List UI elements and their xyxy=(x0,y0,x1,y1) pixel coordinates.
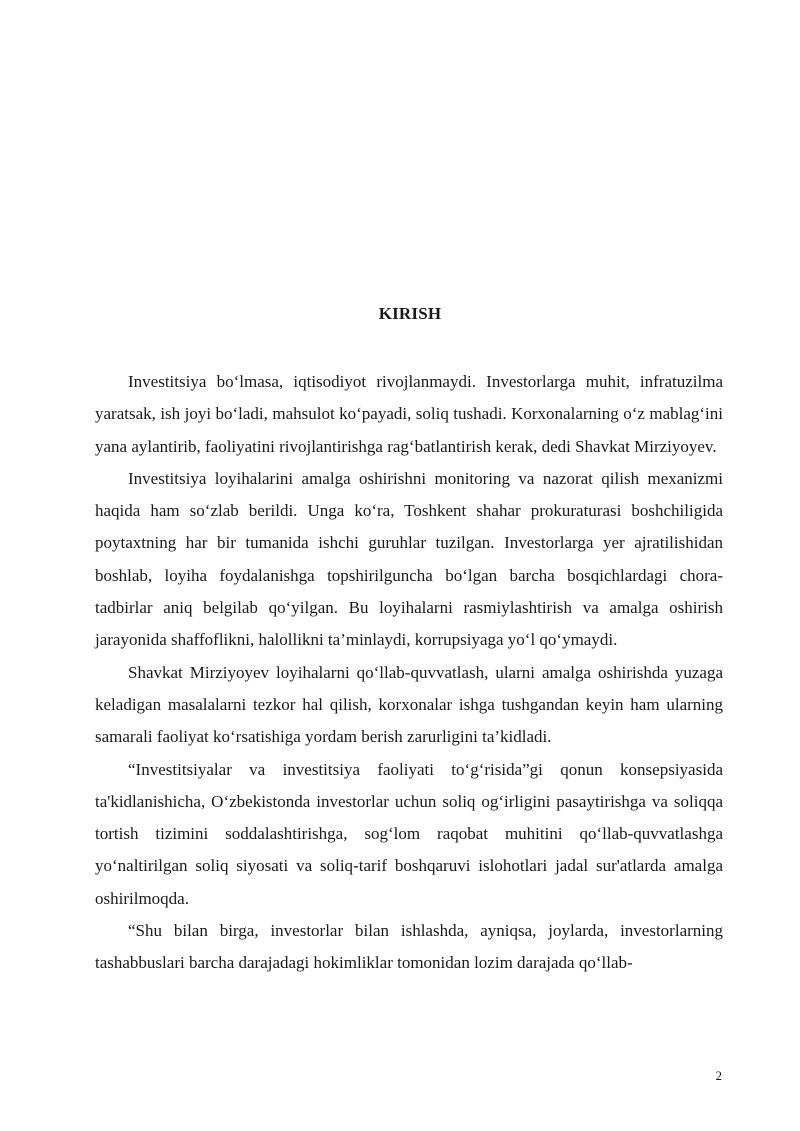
page-number: 2 xyxy=(715,1068,722,1083)
paragraph-4: “Investitsiyalar va investitsiya faoliyati to‘g‘risida”gi qonun konsepsiyasida ta'kidlanishicha, O‘zbekistonda investorlar uchun soliq og‘irligini pasaytirishga va soliqqa tortish tizimini soddalashtirishga, sog‘lom raqobat muhitini qo‘llab-quvvatlashga yo‘naltirilgan soliq siyosati va soliq-tarif boshqaruvi islohotlari jadal sur'atlarda amalga oshirilmoqda. xyxy=(95,759,723,908)
paragraph-2: Investitsiya loyihalarini amalga oshirishni monitoring va nazorat qilish mexanizmi haqida ham so‘zlab berildi. Unga ko‘ra, Toshkent shahar prokuraturasi boshchiligida poytaxtning har bir tumanida ishchi guruhlar tuzilgan. Investorlarga yer ajratilishidan boshlab, loyiha foydalanishga topshirilguncha bo‘lgan barcha bosqichlardagi chora-tadbirlar aniq belgilab qo‘yilgan. Bu loyihalarni rasmiylashtirish va amalga oshirish jarayonida shaffoflikni, halollikni ta’minlaydi, korrupsiyaga yo‘l qo‘ymaydi. xyxy=(95,468,723,650)
paragraph-1: Investitsiya bo‘lmasa, iqtisodiyot rivojlanmaydi. Investorlarga muhit, infratuzilma yaratsak, ish joyi bo‘ladi, mahsulot ko‘payadi, soliq tushadi. Korxonalarning o‘z mablag‘ini yana aylantirib, faoliyatini rivojlantirishga rag‘batlantirish kerak, dedi Shavkat Mirziyoyev. xyxy=(95,372,723,456)
paragraph-3: Shavkat Mirziyoyev loyihalarni qo‘llab-quvvatlash, ularni amalga oshirishda yuzaga keladigan masalalarni tezkor hal qilish, korxonalar ishga tushgandan keyin ham ularning samarali faoliyat ko‘rsatishiga yordam berish zarurligini ta’kidladi. xyxy=(95,662,723,747)
section-heading: KIRISH xyxy=(378,304,442,323)
body-text xyxy=(95,366,723,980)
paragraph-5: “Shu bilan birga, investorlar bilan ishlashda, ayniqsa, joylarda, investorlarning tashabbuslari barcha darajadagi hokimliklar tomonidan lozim darajada qo‘llab- xyxy=(95,921,723,973)
